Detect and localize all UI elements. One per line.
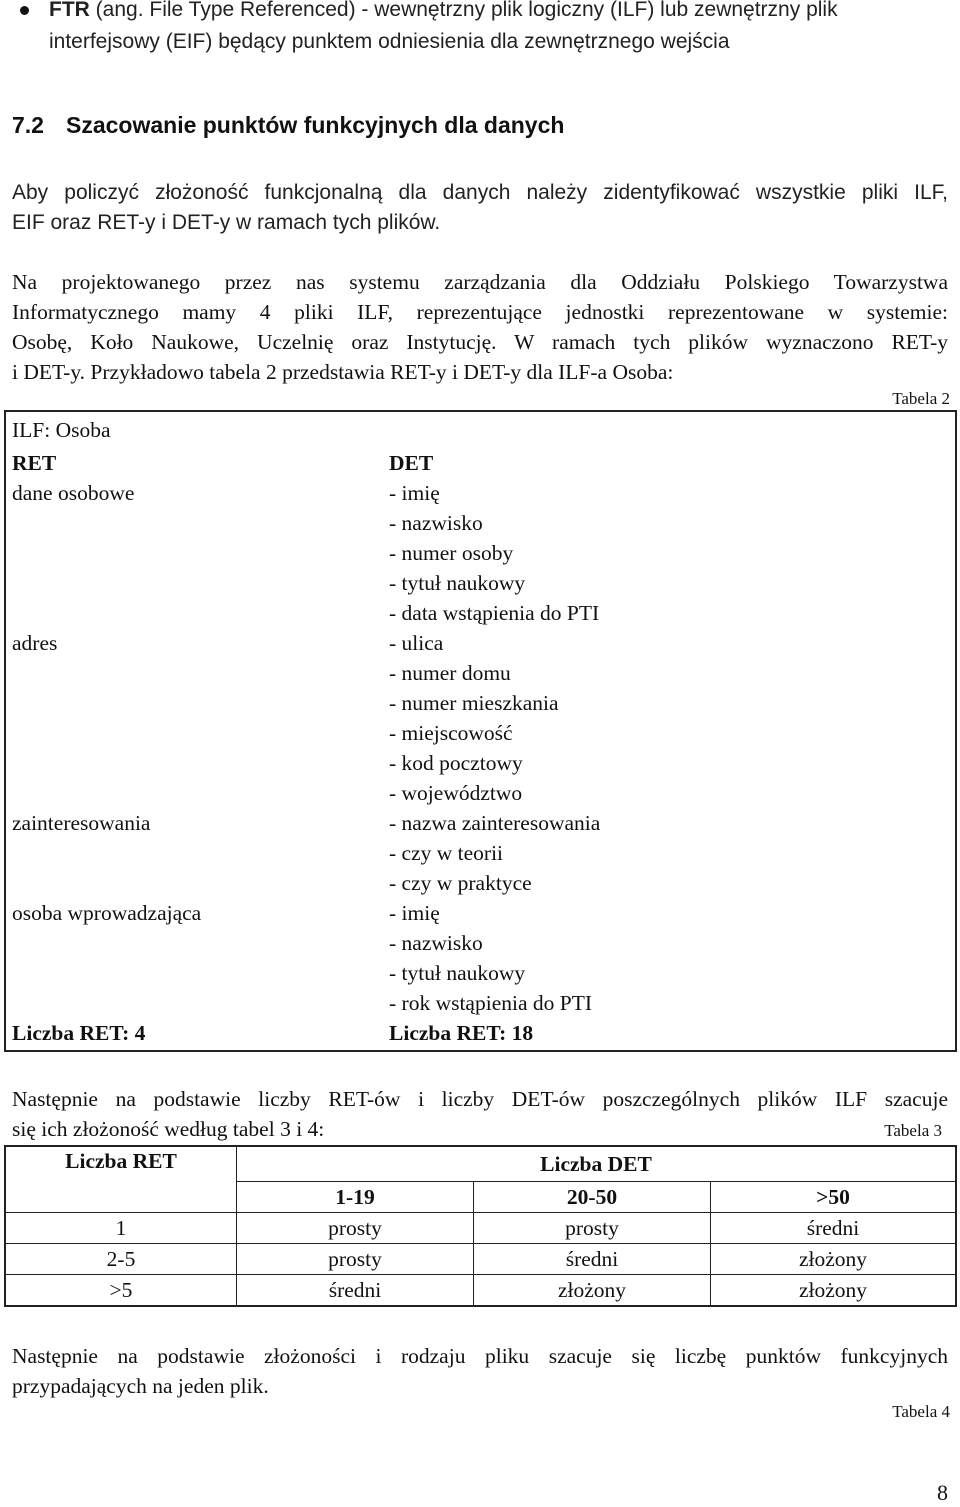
det-item: - nazwa zainteresowania xyxy=(389,811,601,835)
para2-line-3: Osobę, Koło Naukowe, Uczelnię oraz Instytucję. W ramach tych plików wyznaczono RET-y xyxy=(12,330,948,354)
det-item: - rok wstąpienia do PTI xyxy=(389,991,593,1015)
table3-cell: prosty xyxy=(237,1213,474,1244)
table4-caption: Tabela 4 xyxy=(892,1402,950,1421)
table2-col-ret: RET xyxy=(12,451,57,475)
table-row xyxy=(5,478,956,628)
table3-range: >50 xyxy=(711,1182,957,1213)
table3-cell: złożony xyxy=(711,1244,957,1275)
det-item: - województwo xyxy=(389,781,523,805)
det-item: - imię xyxy=(389,901,440,925)
para2-line-1: Na projektowanego przez nas systemu zarządzania dla Oddziału Polskiego Towarzystwa xyxy=(12,270,948,294)
table3-head-det: Liczba DET xyxy=(237,1146,957,1182)
table3-cell: prosty xyxy=(237,1244,474,1275)
table3-cell: średni xyxy=(237,1275,474,1307)
det-item: - tytuł naukowy xyxy=(389,961,526,985)
table2-det-cell xyxy=(384,808,956,898)
table3-cell: średni xyxy=(711,1213,957,1244)
det-item: - kod pocztowy xyxy=(389,751,523,775)
bullet-line-1 xyxy=(49,0,949,25)
table2-ret-cell: adres xyxy=(12,631,58,655)
table3 xyxy=(4,1145,957,1307)
table3-caption: Tabela 3 xyxy=(884,1121,942,1140)
para2-line-2: Informatycznego mamy 4 pliki ILF, reprezentujące jednostki reprezentowane w systemie: xyxy=(12,300,948,324)
det-item: - numer mieszkania xyxy=(389,691,559,715)
det-item: - czy w teorii xyxy=(389,841,504,865)
table3-range: 20-50 xyxy=(474,1182,711,1213)
table2-col-det: DET xyxy=(389,451,434,475)
table3-range: 1-19 xyxy=(237,1182,474,1213)
table3-ret-cell: >5 xyxy=(5,1275,237,1307)
table3-ret-cell: 1 xyxy=(5,1213,237,1244)
bullet-line-2: interfejsowy (EIF) będący punktem odniesienia dla zewnętrznego wejścia xyxy=(49,30,730,53)
para3-line-2: się ich złożoność według tabel 3 i 4: xyxy=(12,1117,325,1141)
table-row xyxy=(5,1244,956,1275)
para4-line-1: Następnie na podstawie złożoności i rodzaju pliku szacuje się liczbę punktów funkcyjnych xyxy=(12,1344,948,1368)
table3-ret-cell: 2-5 xyxy=(5,1244,237,1275)
table2-det-cell xyxy=(384,628,956,808)
table3-head-ret: Liczba RET xyxy=(5,1146,237,1213)
para2-line-4: i DET-y. Przykładowo tabela 2 przedstawia RET-y i DET-y dla ILF-a Osoba: xyxy=(12,360,674,384)
table2 xyxy=(4,410,957,1052)
para3-line-1: Następnie na podstawie liczby RET-ów i liczby DET-ów poszczególnych plików ILF szacuje xyxy=(12,1087,948,1111)
table3-cell: złożony xyxy=(474,1275,711,1307)
bullet-label: FTR xyxy=(49,0,90,21)
intro-line-2: EIF oraz RET-y i DET-y w ramach tych plików. xyxy=(12,211,441,234)
table2-det-cell xyxy=(384,898,956,1018)
table3-cell: prosty xyxy=(474,1213,711,1244)
det-item: - ulica xyxy=(389,631,444,655)
table-row xyxy=(5,898,956,1018)
bullet-dot xyxy=(20,6,29,15)
table-row xyxy=(5,1275,956,1307)
det-item: - imię xyxy=(389,481,440,505)
det-item: - nazwisko xyxy=(389,931,483,955)
table2-footer-right: Liczba RET: 18 xyxy=(389,1021,534,1045)
det-item: - data wstąpienia do PTI xyxy=(389,601,600,625)
table2-ret-cell: zainteresowania xyxy=(12,811,151,835)
table-row xyxy=(5,808,956,898)
table2-ret-cell: osoba wprowadzająca xyxy=(12,901,202,925)
table2-footer-left: Liczba RET: 4 xyxy=(12,1021,146,1045)
det-item: - numer domu xyxy=(389,661,511,685)
para4-line-2: przypadających na jeden plik. xyxy=(12,1374,269,1398)
page-number: 8 xyxy=(937,1480,948,1505)
det-item: - nazwisko xyxy=(389,511,483,535)
intro-line-1: Aby policzyć złożoność funkcjonalną dla danych należy zidentyfikować wszystkie pliki ILF, xyxy=(12,181,948,204)
table3-cell: średni xyxy=(474,1244,711,1275)
det-item: - numer osoby xyxy=(389,541,514,565)
section-heading xyxy=(12,110,564,140)
table3-cell: złożony xyxy=(711,1275,957,1307)
table2-det-cell xyxy=(384,478,956,628)
det-item: - czy w praktyce xyxy=(389,871,532,895)
table-row xyxy=(5,1213,956,1244)
table2-caption: Tabela 2 xyxy=(892,389,950,408)
table-row xyxy=(5,628,956,808)
det-item: - miejscowość xyxy=(389,721,513,745)
table2-title: ILF: Osoba xyxy=(12,418,111,442)
section-title: Szacowanie punktów funkcyjnych dla danych xyxy=(65,112,565,138)
det-item: - tytuł naukowy xyxy=(389,571,526,595)
bullet-text: (ang. File Type Referenced) - wewnętrzny plik logiczny (ILF) lub zewnętrzny plik xyxy=(89,0,838,21)
section-number: 7.2 xyxy=(12,112,44,138)
table2-ret-cell: dane osobowe xyxy=(12,481,135,505)
